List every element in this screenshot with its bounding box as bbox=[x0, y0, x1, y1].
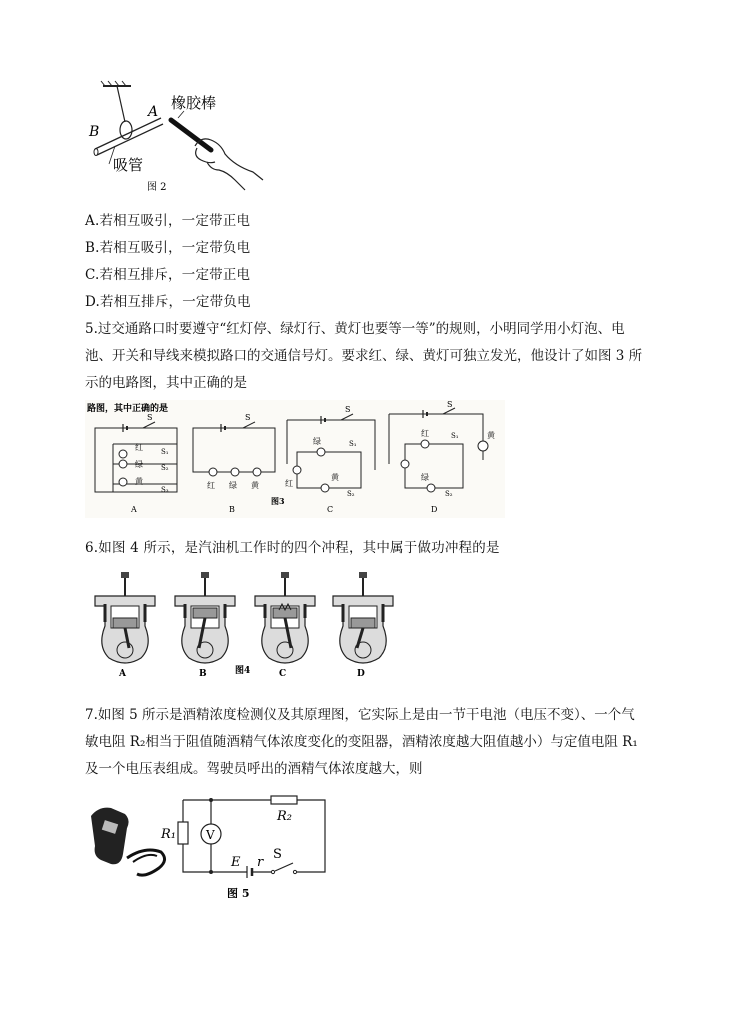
question-5-line-2: 池、开关和导线来模拟路口的交通信号灯。要求红、绿、黄灯可独立发光，他设计了如图 3 所 bbox=[85, 348, 643, 364]
question-5-line-3: 示的电路图，其中正确的是 bbox=[85, 375, 247, 391]
svg-text:B: B bbox=[199, 669, 207, 678]
switch-label: S bbox=[273, 847, 282, 862]
figure-4-caption: 图4 bbox=[235, 666, 251, 676]
svg-text:S: S bbox=[245, 413, 251, 422]
figure-2 bbox=[85, 80, 285, 192]
rod-label: 橡胶棒 bbox=[171, 94, 217, 112]
question-6: 6.如图 4 所示，是汽油机工作时的四个冲程，其中属于做功冲程的是 bbox=[85, 540, 500, 556]
figure-5 bbox=[85, 794, 335, 898]
voltmeter-label: V bbox=[206, 828, 215, 842]
figure-4 bbox=[85, 566, 405, 678]
svg-text:绿: 绿 bbox=[229, 481, 237, 490]
engine-d bbox=[333, 572, 393, 678]
label-a: A bbox=[148, 104, 159, 120]
svg-text:D: D bbox=[357, 669, 365, 678]
question-7-line-1: 7.如图 5 所示是酒精浓度检测仪及其原理图，它实际上是由一节干电池（电压不变）、一个气 bbox=[85, 707, 635, 723]
e-label: E bbox=[231, 855, 241, 870]
alcohol-tester-image bbox=[91, 808, 165, 875]
svg-text:S₃: S₃ bbox=[161, 486, 169, 494]
question-7 bbox=[85, 702, 670, 783]
r1-label: R₁ bbox=[161, 827, 176, 842]
svg-text:S₁: S₁ bbox=[161, 448, 169, 456]
svg-text:绿: 绿 bbox=[421, 473, 429, 482]
svg-text:S: S bbox=[447, 400, 453, 409]
figure-2-caption: 图 2 bbox=[147, 182, 167, 192]
question-7-line-3: 及一个电压表组成。驾驶员呼出的酒精气体浓度越大，则 bbox=[85, 761, 423, 777]
engine-b bbox=[175, 572, 235, 678]
svg-text:S₁: S₁ bbox=[349, 440, 357, 448]
question-5 bbox=[85, 316, 670, 397]
svg-text:黄: 黄 bbox=[251, 481, 259, 490]
engine-c bbox=[255, 572, 315, 678]
svg-text:S₂: S₂ bbox=[347, 490, 355, 498]
figure-3 bbox=[85, 400, 505, 518]
svg-text:A: A bbox=[131, 505, 137, 514]
svg-text:红: 红 bbox=[421, 429, 429, 438]
svg-text:B: B bbox=[229, 505, 235, 514]
question-5-line-1: 5.过交通路口时要遵守“红灯停、绿灯行、黄灯也要等一等”的规则，小明同学用小灯泡、电 bbox=[85, 321, 625, 337]
question-7-line-2: 敏电阻 R₂相当于阻值随酒精气体浓度变化的变阻器，酒精浓度越大阻值越小）与定值电阻 R₁ bbox=[85, 734, 638, 750]
svg-text:绿: 绿 bbox=[313, 437, 321, 446]
svg-text:黄: 黄 bbox=[331, 473, 339, 482]
r2-label: R₂ bbox=[277, 809, 292, 824]
figure-3-caption: 图3 bbox=[271, 496, 285, 506]
option-c: C.若相互排斥，一定带正电 bbox=[85, 267, 251, 283]
svg-text:S₂: S₂ bbox=[161, 464, 169, 472]
svg-text:C: C bbox=[327, 505, 334, 514]
svg-text:S: S bbox=[345, 405, 351, 414]
svg-text:A: A bbox=[119, 669, 126, 678]
svg-text:S: S bbox=[147, 413, 153, 422]
engine-a bbox=[95, 572, 155, 678]
svg-text:C: C bbox=[279, 669, 287, 678]
svg-text:D: D bbox=[431, 505, 438, 514]
svg-text:黄: 黄 bbox=[487, 431, 495, 440]
svg-text:红: 红 bbox=[207, 481, 215, 490]
option-b: B.若相互吸引，一定带负电 bbox=[85, 240, 251, 256]
svg-text:S₁: S₁ bbox=[451, 432, 459, 440]
r-label: r bbox=[257, 855, 264, 870]
figure-3-header: 路图，其中正确的是 bbox=[87, 404, 169, 414]
svg-text:绿: 绿 bbox=[135, 460, 143, 469]
straw-label: 吸管 bbox=[113, 156, 144, 174]
svg-text:红: 红 bbox=[135, 443, 143, 452]
svg-text:S₂: S₂ bbox=[445, 490, 453, 498]
option-a: A.若相互吸引，一定带正电 bbox=[85, 213, 251, 229]
svg-text:红: 红 bbox=[285, 479, 293, 488]
figure-5-caption: 图 5 bbox=[227, 887, 250, 898]
option-d: D.若相互排斥，一定带负电 bbox=[85, 294, 251, 310]
label-b: B bbox=[89, 124, 100, 140]
svg-text:黄: 黄 bbox=[135, 477, 143, 486]
